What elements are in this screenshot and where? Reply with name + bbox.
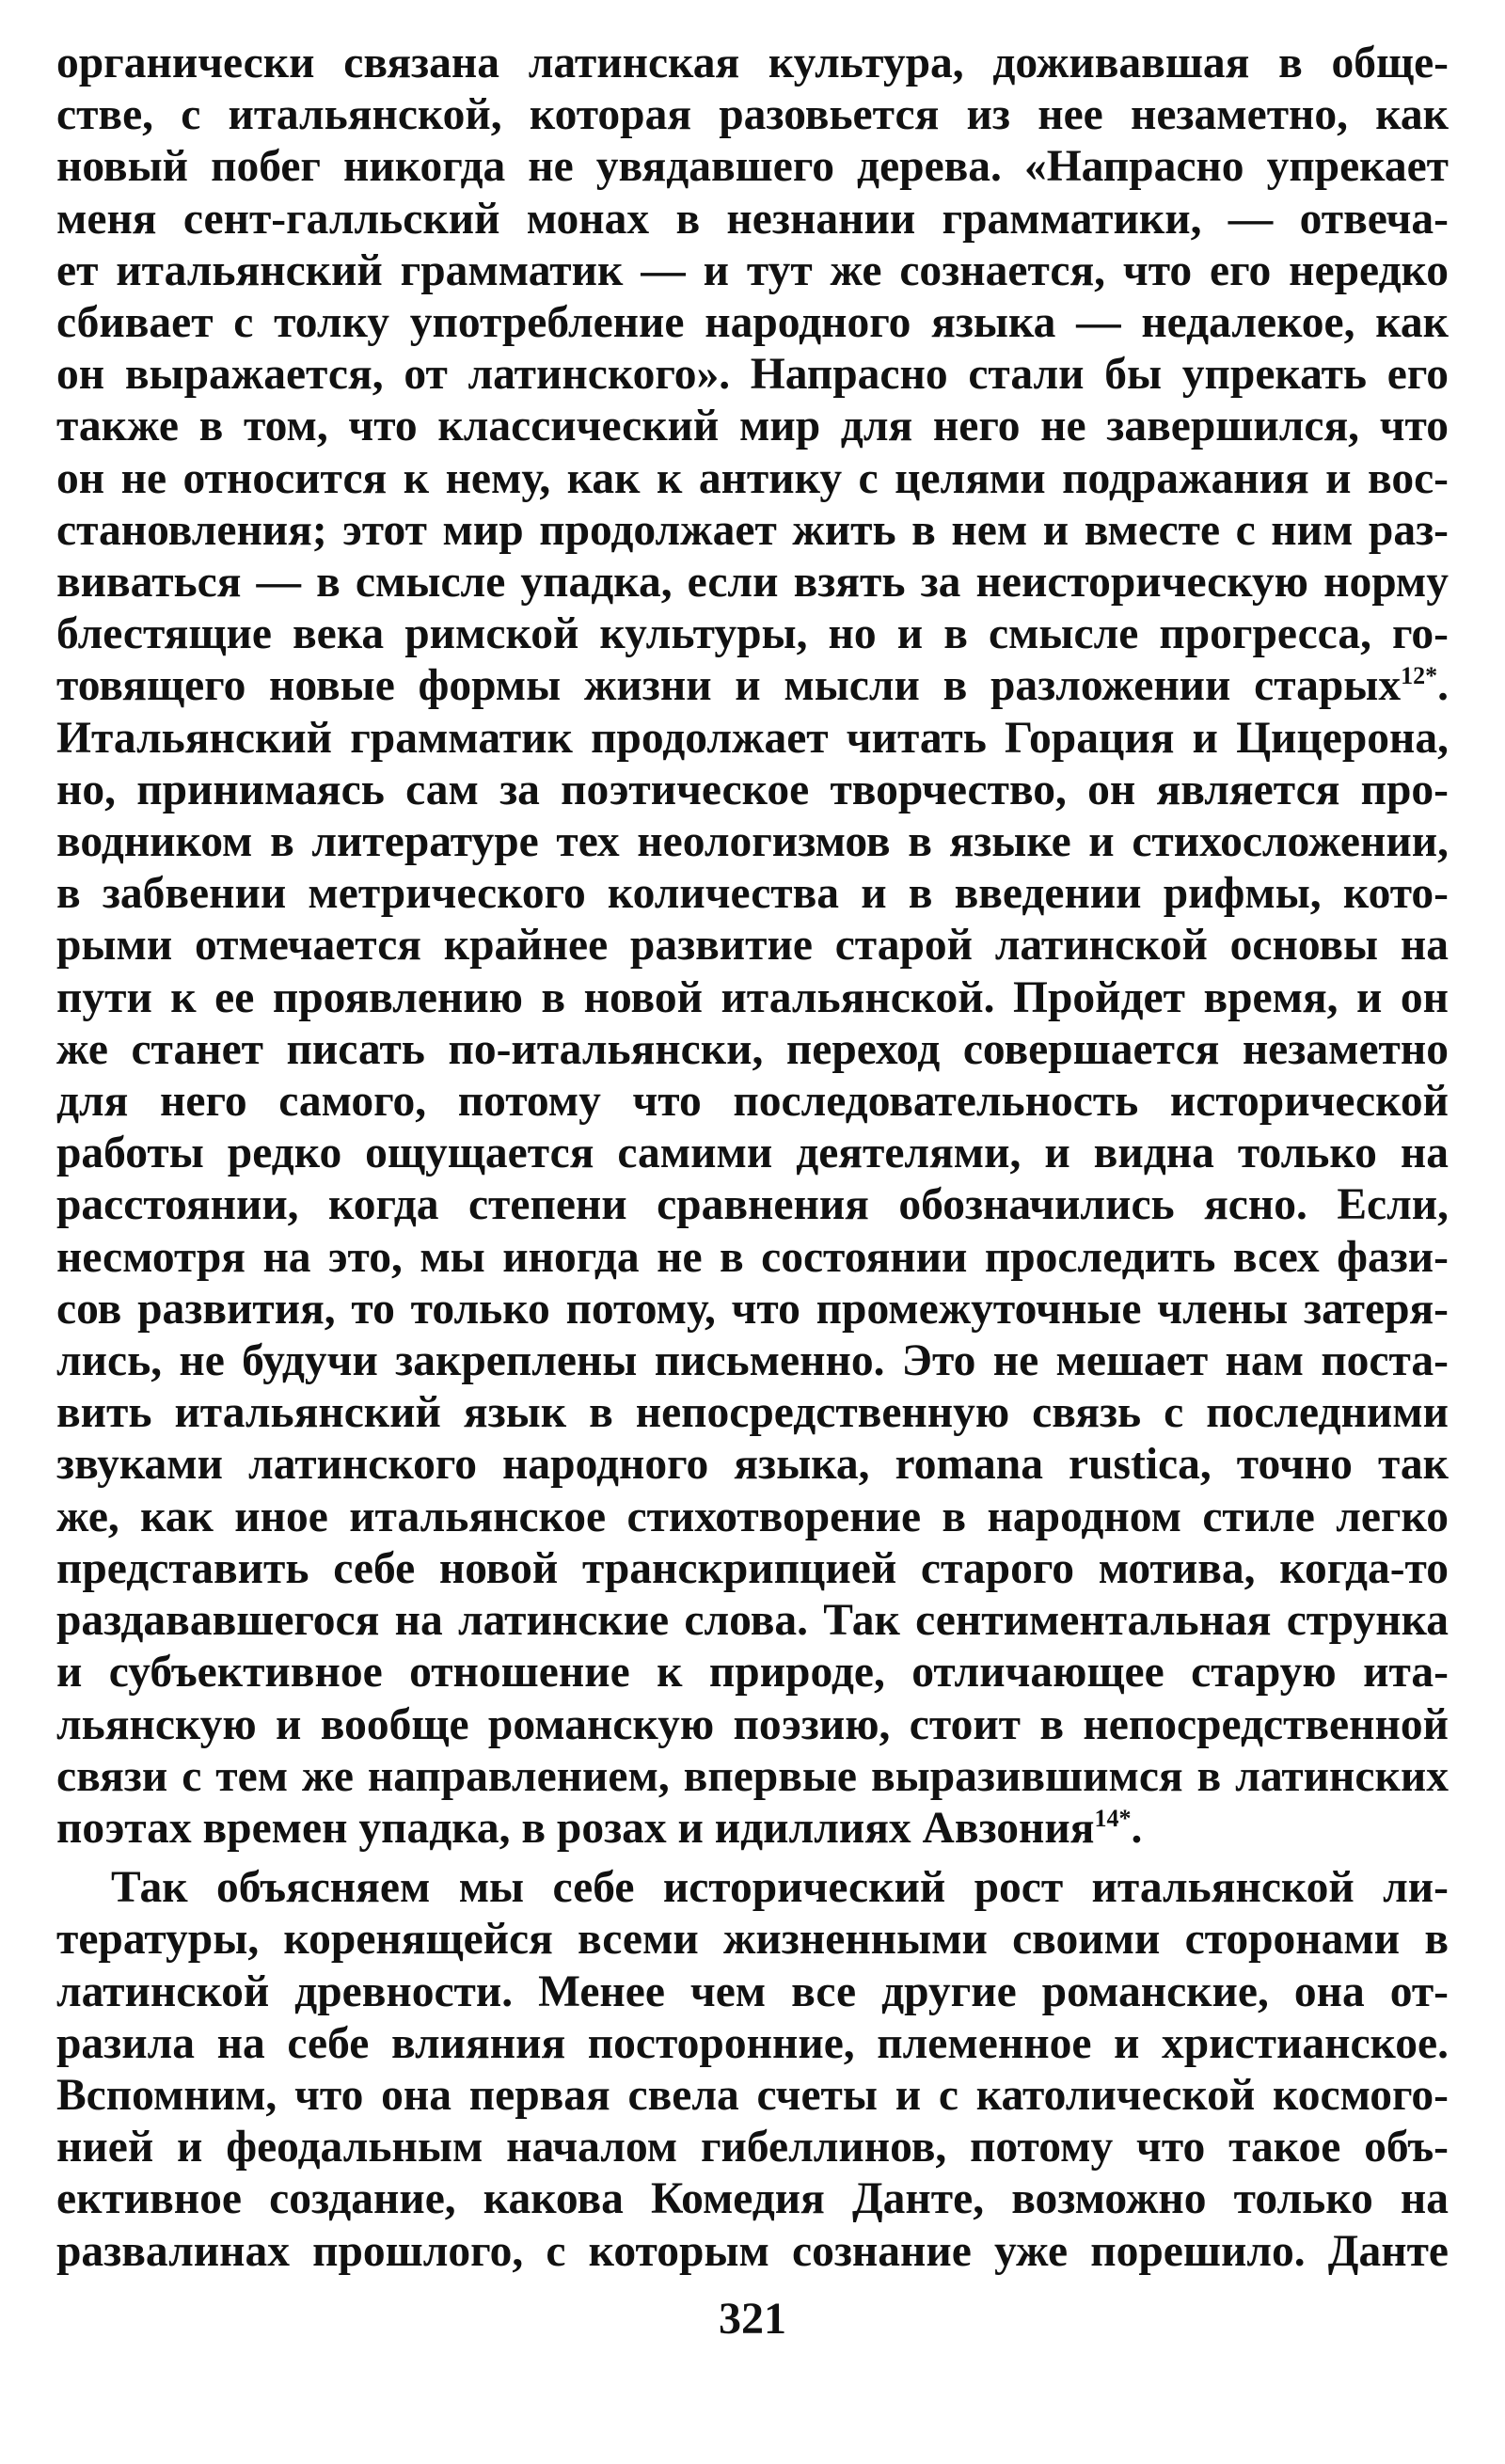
text-line: и субъективное отношение к природе, отличающее старую ита-	[56, 1648, 1449, 1698]
text-line: представить себе новой транскрипцией старого мотива, когда-то	[56, 1543, 1449, 1593]
text-line: Вспомним, что она первая свела счеты и с католической космого-	[56, 2070, 1449, 2120]
footnote-mark: 12*	[1401, 662, 1438, 690]
text-line: льянскую и вообще романскую поэзию, стоит в непосредственной	[56, 1699, 1449, 1749]
text-line: также в том, что классический мир для него не завершился, что	[56, 402, 1449, 451]
text-line: он выражается, от латинского». Напрасно стали бы упрекать его	[56, 350, 1449, 400]
text-line: для него самого, потому что последовательность исторической	[56, 1077, 1449, 1127]
text-line: же, как иное итальянское стихотворение в народном стиле легко	[56, 1492, 1449, 1541]
page-body	[56, 38, 1449, 2278]
paragraph-1	[56, 38, 1449, 1855]
text-line: латинской древности. Менее чем все другие романские, она от-	[56, 1966, 1449, 2016]
text-line: водником в литературе тех неологизмов в языке и стихосложении,	[56, 817, 1449, 867]
text-line: вить итальянский язык в непосредственную связь с последними	[56, 1388, 1449, 1438]
text-line: звуками латинского народного языка, romana rustica, точно так	[56, 1440, 1449, 1490]
text-line-with-footnote	[56, 1803, 1449, 1855]
text-line: расстоянии, когда степени сравнения обозначились ясно. Если,	[56, 1180, 1449, 1230]
text-line: меня сент-галльский монах в незнании грамматики, — отвеча-	[56, 194, 1449, 244]
footnote-mark: 14*	[1094, 1805, 1132, 1833]
text-line: лись, не будучи закреплены письменно. Это не мешает нам поста-	[56, 1336, 1449, 1386]
text-segment: поэтах времен упадка, в розах и идиллиях Авзония	[56, 1803, 1095, 1853]
punctuation: .	[1437, 661, 1449, 711]
text-line: становления; этот мир продолжает жить в нем и вместе с ним раз-	[56, 505, 1449, 555]
text-line: раздававшегося на латинские слова. Так сентиментальная струнка	[56, 1596, 1449, 1646]
text-line: пути к ее проявлению в новой итальянской. Пройдет время, и он	[56, 972, 1449, 1022]
paragraph-2	[56, 1862, 1449, 2278]
punctuation: .	[1131, 1803, 1143, 1853]
text-line: сбивает с толку употребление народного языка — недалекое, как	[56, 298, 1449, 348]
text-line: тературы, коренящейся всеми жизненными своими сторонами в	[56, 1915, 1449, 1965]
text-line: нией и феодальным началом гибеллинов, потому что такое объ-	[56, 2123, 1449, 2172]
text-line: разила на себе влияния посторонние, племенное и христианское.	[56, 2018, 1449, 2068]
text-line: Итальянский грамматик продолжает читать Горация и Цицерона,	[56, 713, 1449, 763]
text-line: рыми отмечается крайнее развитие старой латинской основы на	[56, 921, 1449, 971]
text-line: сов развития, то только потому, что промежуточные члены затеря-	[56, 1284, 1449, 1334]
text-line: новый побег никогда не увядавшего дерева. «Напрасно упрекает	[56, 142, 1449, 192]
text-line: органически связана латинская культура, доживавшая в обще-	[56, 39, 1449, 87]
text-line-with-footnote	[56, 660, 1449, 712]
text-line: ет итальянский грамматик — и тут же сознается, что его нередко	[56, 245, 1449, 295]
text-line: виваться — в смысле упадка, если взять за неисторическую норму	[56, 558, 1449, 608]
text-line: блестящие века римской культуры, но и в смысле прогресса, го-	[56, 609, 1449, 659]
text-line: но, принимаясь сам за поэтическое творчество, он является про-	[56, 765, 1449, 814]
text-line: Так объясняем мы себе исторический рост итальянской ли-	[111, 1863, 1449, 1913]
text-line: несмотря на это, мы иногда не в состоянии проследить всех фази-	[56, 1232, 1449, 1282]
text-segment: товящего новые формы жизни и мысли в разложении старых	[56, 661, 1402, 711]
text-line: ективное создание, какова Комедия Данте, возможно только на	[56, 2174, 1449, 2224]
page-number: 321	[719, 2294, 786, 2344]
text-line: стве, с итальянской, которая разовьется из нее незаметно, как	[56, 90, 1449, 140]
text-line: развалинах прошлого, с которым сознание уже порешило. Данте	[56, 2226, 1449, 2276]
text-line: же станет писать по-итальянски, переход совершается незаметно	[56, 1024, 1449, 1074]
text-line: в забвении метрического количества и в введении рифмы, кото-	[56, 869, 1449, 919]
text-line: работы редко ощущается самими деятелями, и видна только на	[56, 1129, 1449, 1178]
text-line: связи с тем же направлением, впервые выразившимся в латинских	[56, 1751, 1449, 1801]
text-line: он не относится к нему, как к антику с целями подражания и вос-	[56, 453, 1449, 503]
